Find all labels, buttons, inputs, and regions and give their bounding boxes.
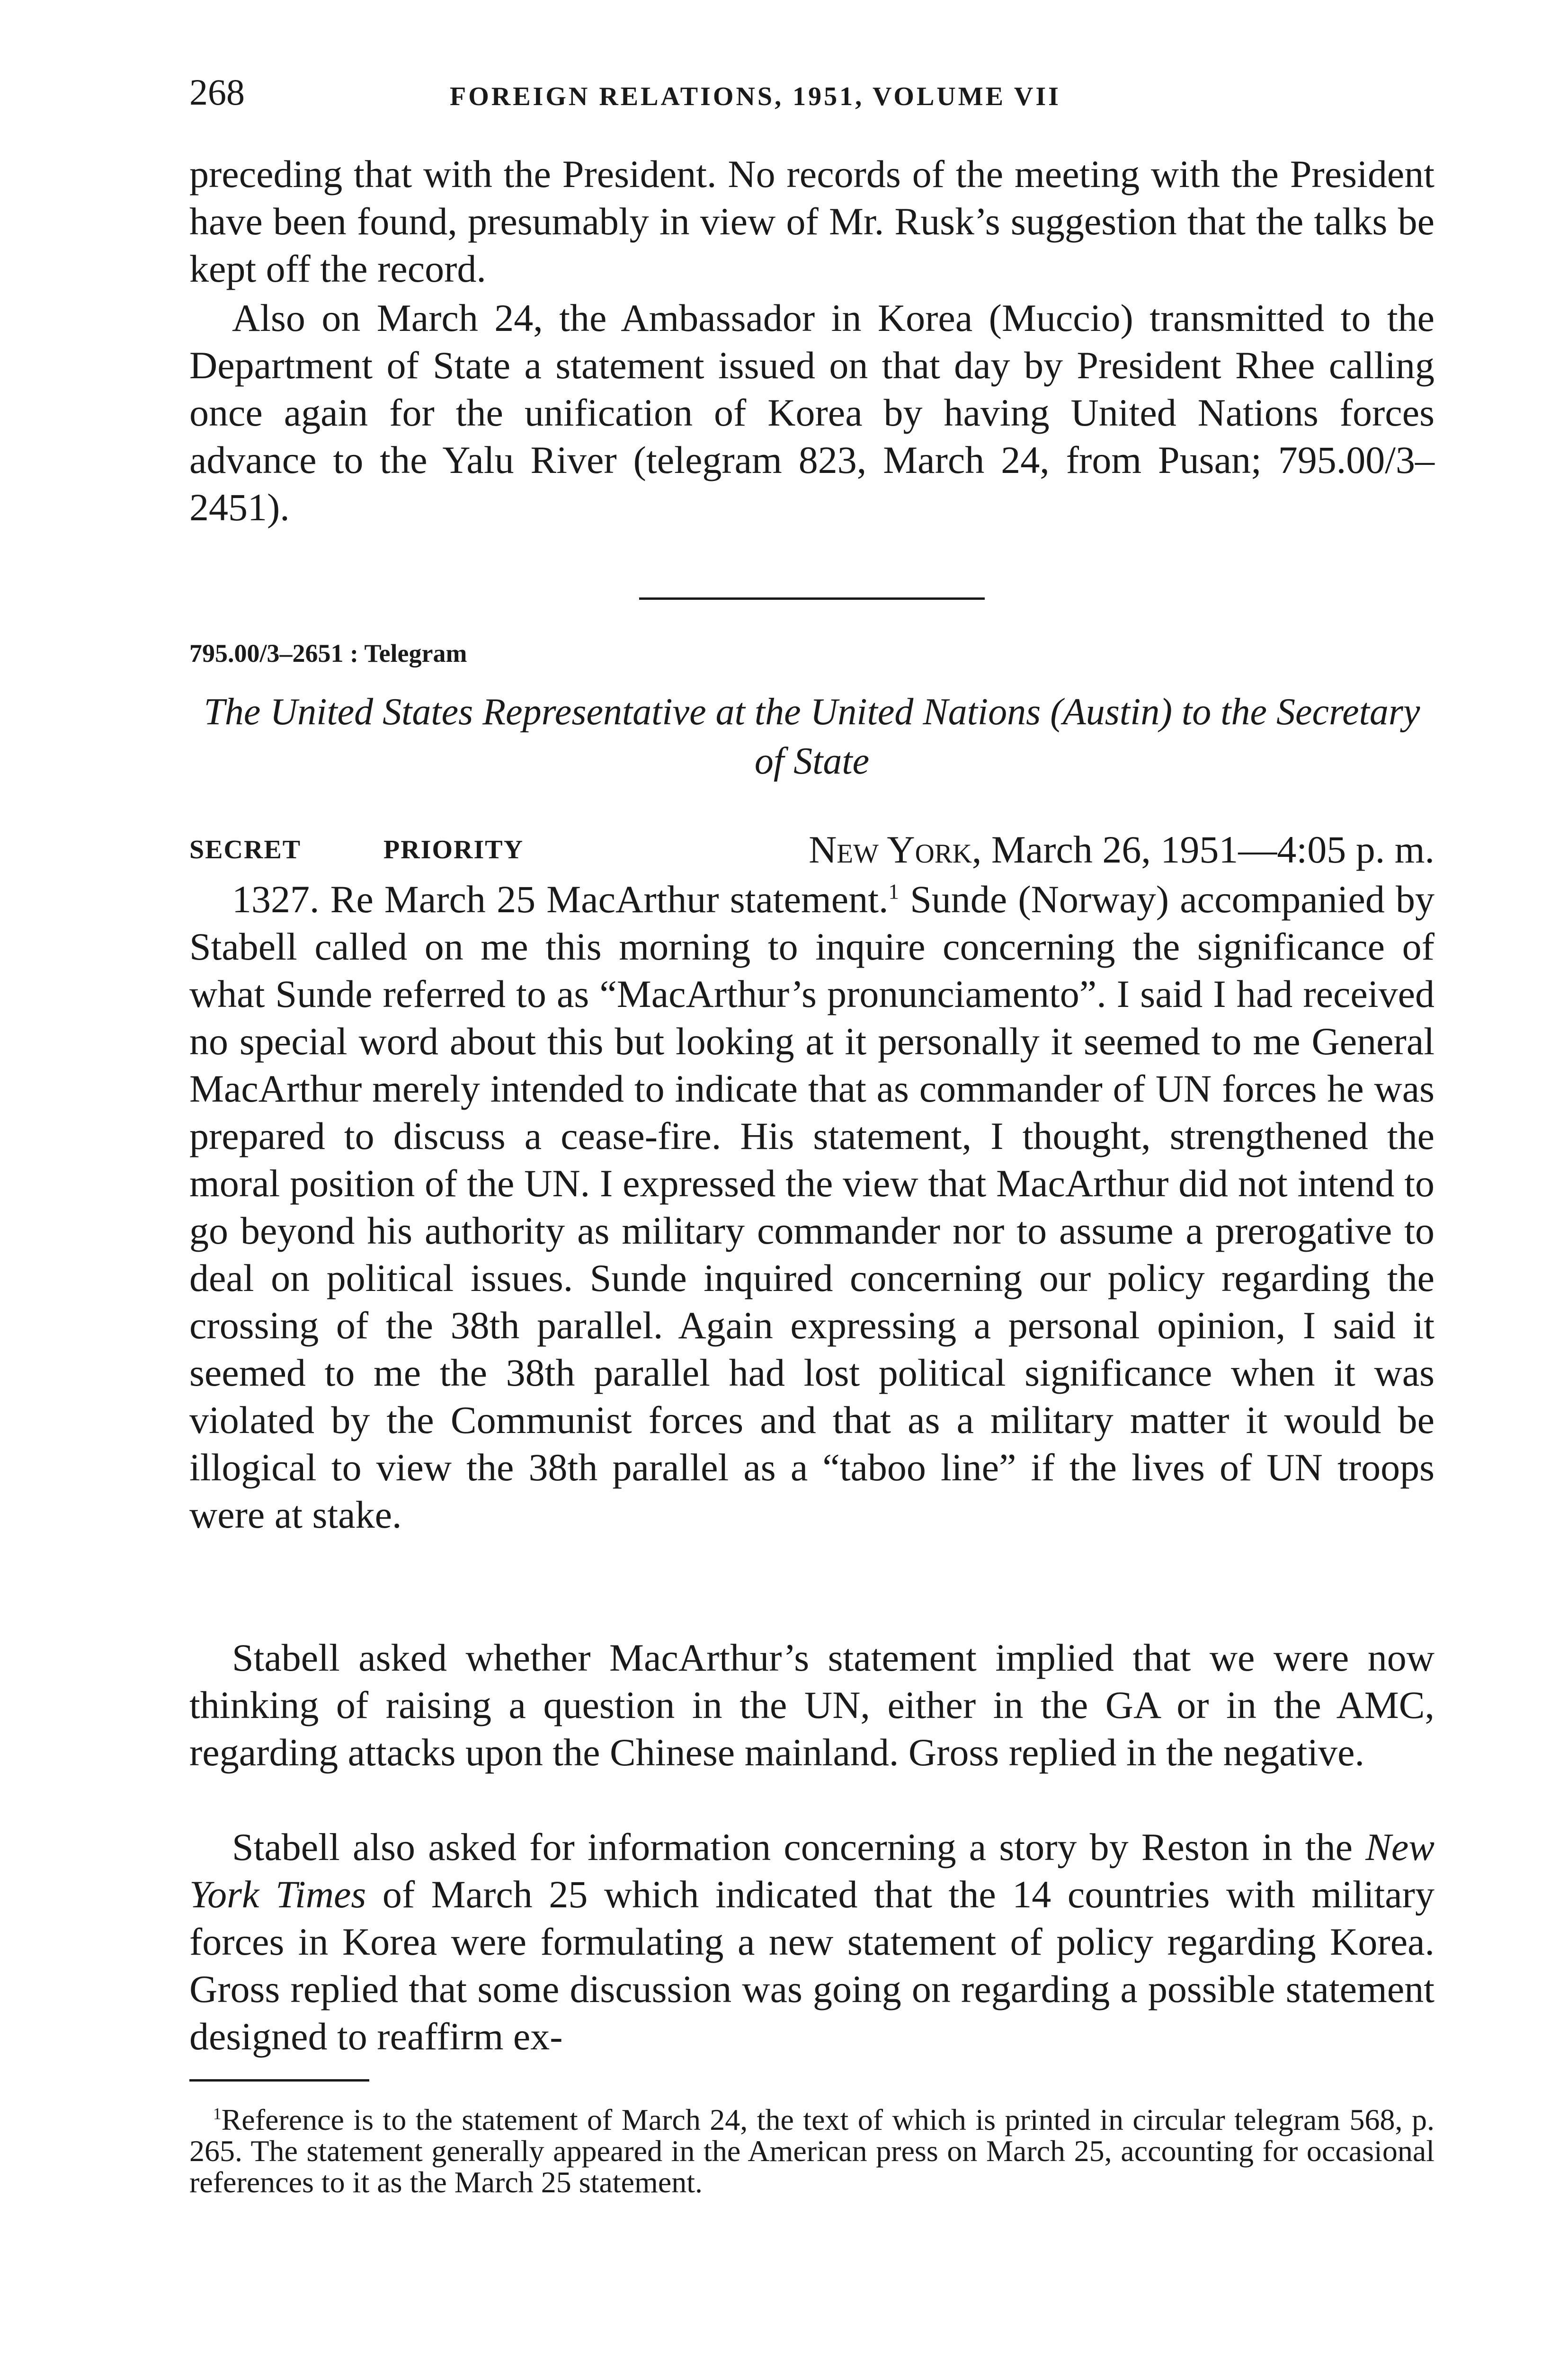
section-divider — [639, 597, 985, 600]
date-time: , March 26, 1951—4:05 p. m. — [971, 828, 1434, 871]
newspaper-title: New York Times — [189, 1825, 1434, 1916]
footnote — [189, 2104, 1434, 2198]
paragraph-3-rest: of March 25 which indicated that the 14 countries with military forces in Korea were formulating a new statement of policy regarding Korea. Gross replied that some discussion was going on regarding a possible statement designed to reaffirm ex- — [189, 1873, 1434, 2058]
footnote-reference: 1 — [888, 880, 900, 904]
paragraph-1-start: 1327. Re March 25 MacArthur statement. — [232, 878, 889, 921]
telegram-paragraph-3 — [189, 1824, 1434, 2060]
intro-paragraph-1: preceding that with the President. No records of the meeting with the President have been found, presumably in view of Mr. Rusk’s suggestion that the talks be kept off the record. — [189, 152, 1434, 290]
dateline — [189, 826, 1434, 873]
paragraph-3-start: Stabell also asked for information concerning a story by Reston in the — [232, 1825, 1366, 1869]
page-header — [189, 66, 1434, 118]
telegram-paragraph-1 — [189, 876, 1434, 1539]
place-and-date — [809, 826, 1434, 873]
footnote-rule — [189, 2079, 369, 2082]
footnote-text: Reference is to the statement of March 24, the text of which is printed in circular telegram 568, p. 265. The statement generally appeared in the American press on March 25, accounting for occasional references to it as the March 25 statement. — [189, 2103, 1434, 2199]
classification-secret: SECRET — [189, 835, 302, 864]
intro-paragraph-2: Also on March 24, the Ambassador in Korea (Muccio) transmitted to the Department of State a statement issued on that day by President Rhee calling once again for the unification of Korea by having United Nations forces advance to the Yalu River (telegram 823, March 24, from Pusan; 795.00/3–2451). — [189, 296, 1434, 529]
running-head: FOREIGN RELATIONS, 1951, VOLUME VII — [450, 82, 1061, 111]
paragraph-1-rest: Sunde (Norway) accompanied by Stabell called on me this morning to inquire concerning the significance of what Sunde referred to as “MacArthur’s pronunciamento”. I said I had received no special word about this but looking at it personally it seemed to me General MacArthur merely intended to indicate that as commander of UN forces he was prepared to discuss a cease-fire. His statement, I thought, strengthened the moral position of the UN. I expressed the view that MacArthur did not intend to go beyond his authority as military commander nor to assume a prerogative to deal on political issues. Sunde inquired concerning our policy regarding the crossing of the 38th parallel. Again expressing a personal opinion, I said it seemed to me the 38th parallel had lost political significance when it was violated by the Communist forces and that as a military matter it would be illogical to view the 38th parallel as a “taboo line” if the lives of UN troops were at stake. — [189, 878, 1434, 1536]
file-reference: 795.00/3–2651 : Telegram — [189, 639, 467, 667]
telegram-paragraph-2: Stabell asked whether MacArthur’s statement implied that we were now thinking of raising a question in the UN, either in the GA or in the AMC, regarding attacks upon the Chinese mainland. Gross replied in the negative. — [189, 1636, 1434, 1774]
place-city: New York — [809, 828, 972, 871]
page-number: 268 — [189, 71, 245, 113]
footnote-marker: 1 — [213, 2104, 222, 2123]
classification-priority: PRIORITY — [383, 835, 524, 864]
document-title: The United States Representative at the United Nations (Austin) to the Secretary of State — [204, 691, 1420, 782]
